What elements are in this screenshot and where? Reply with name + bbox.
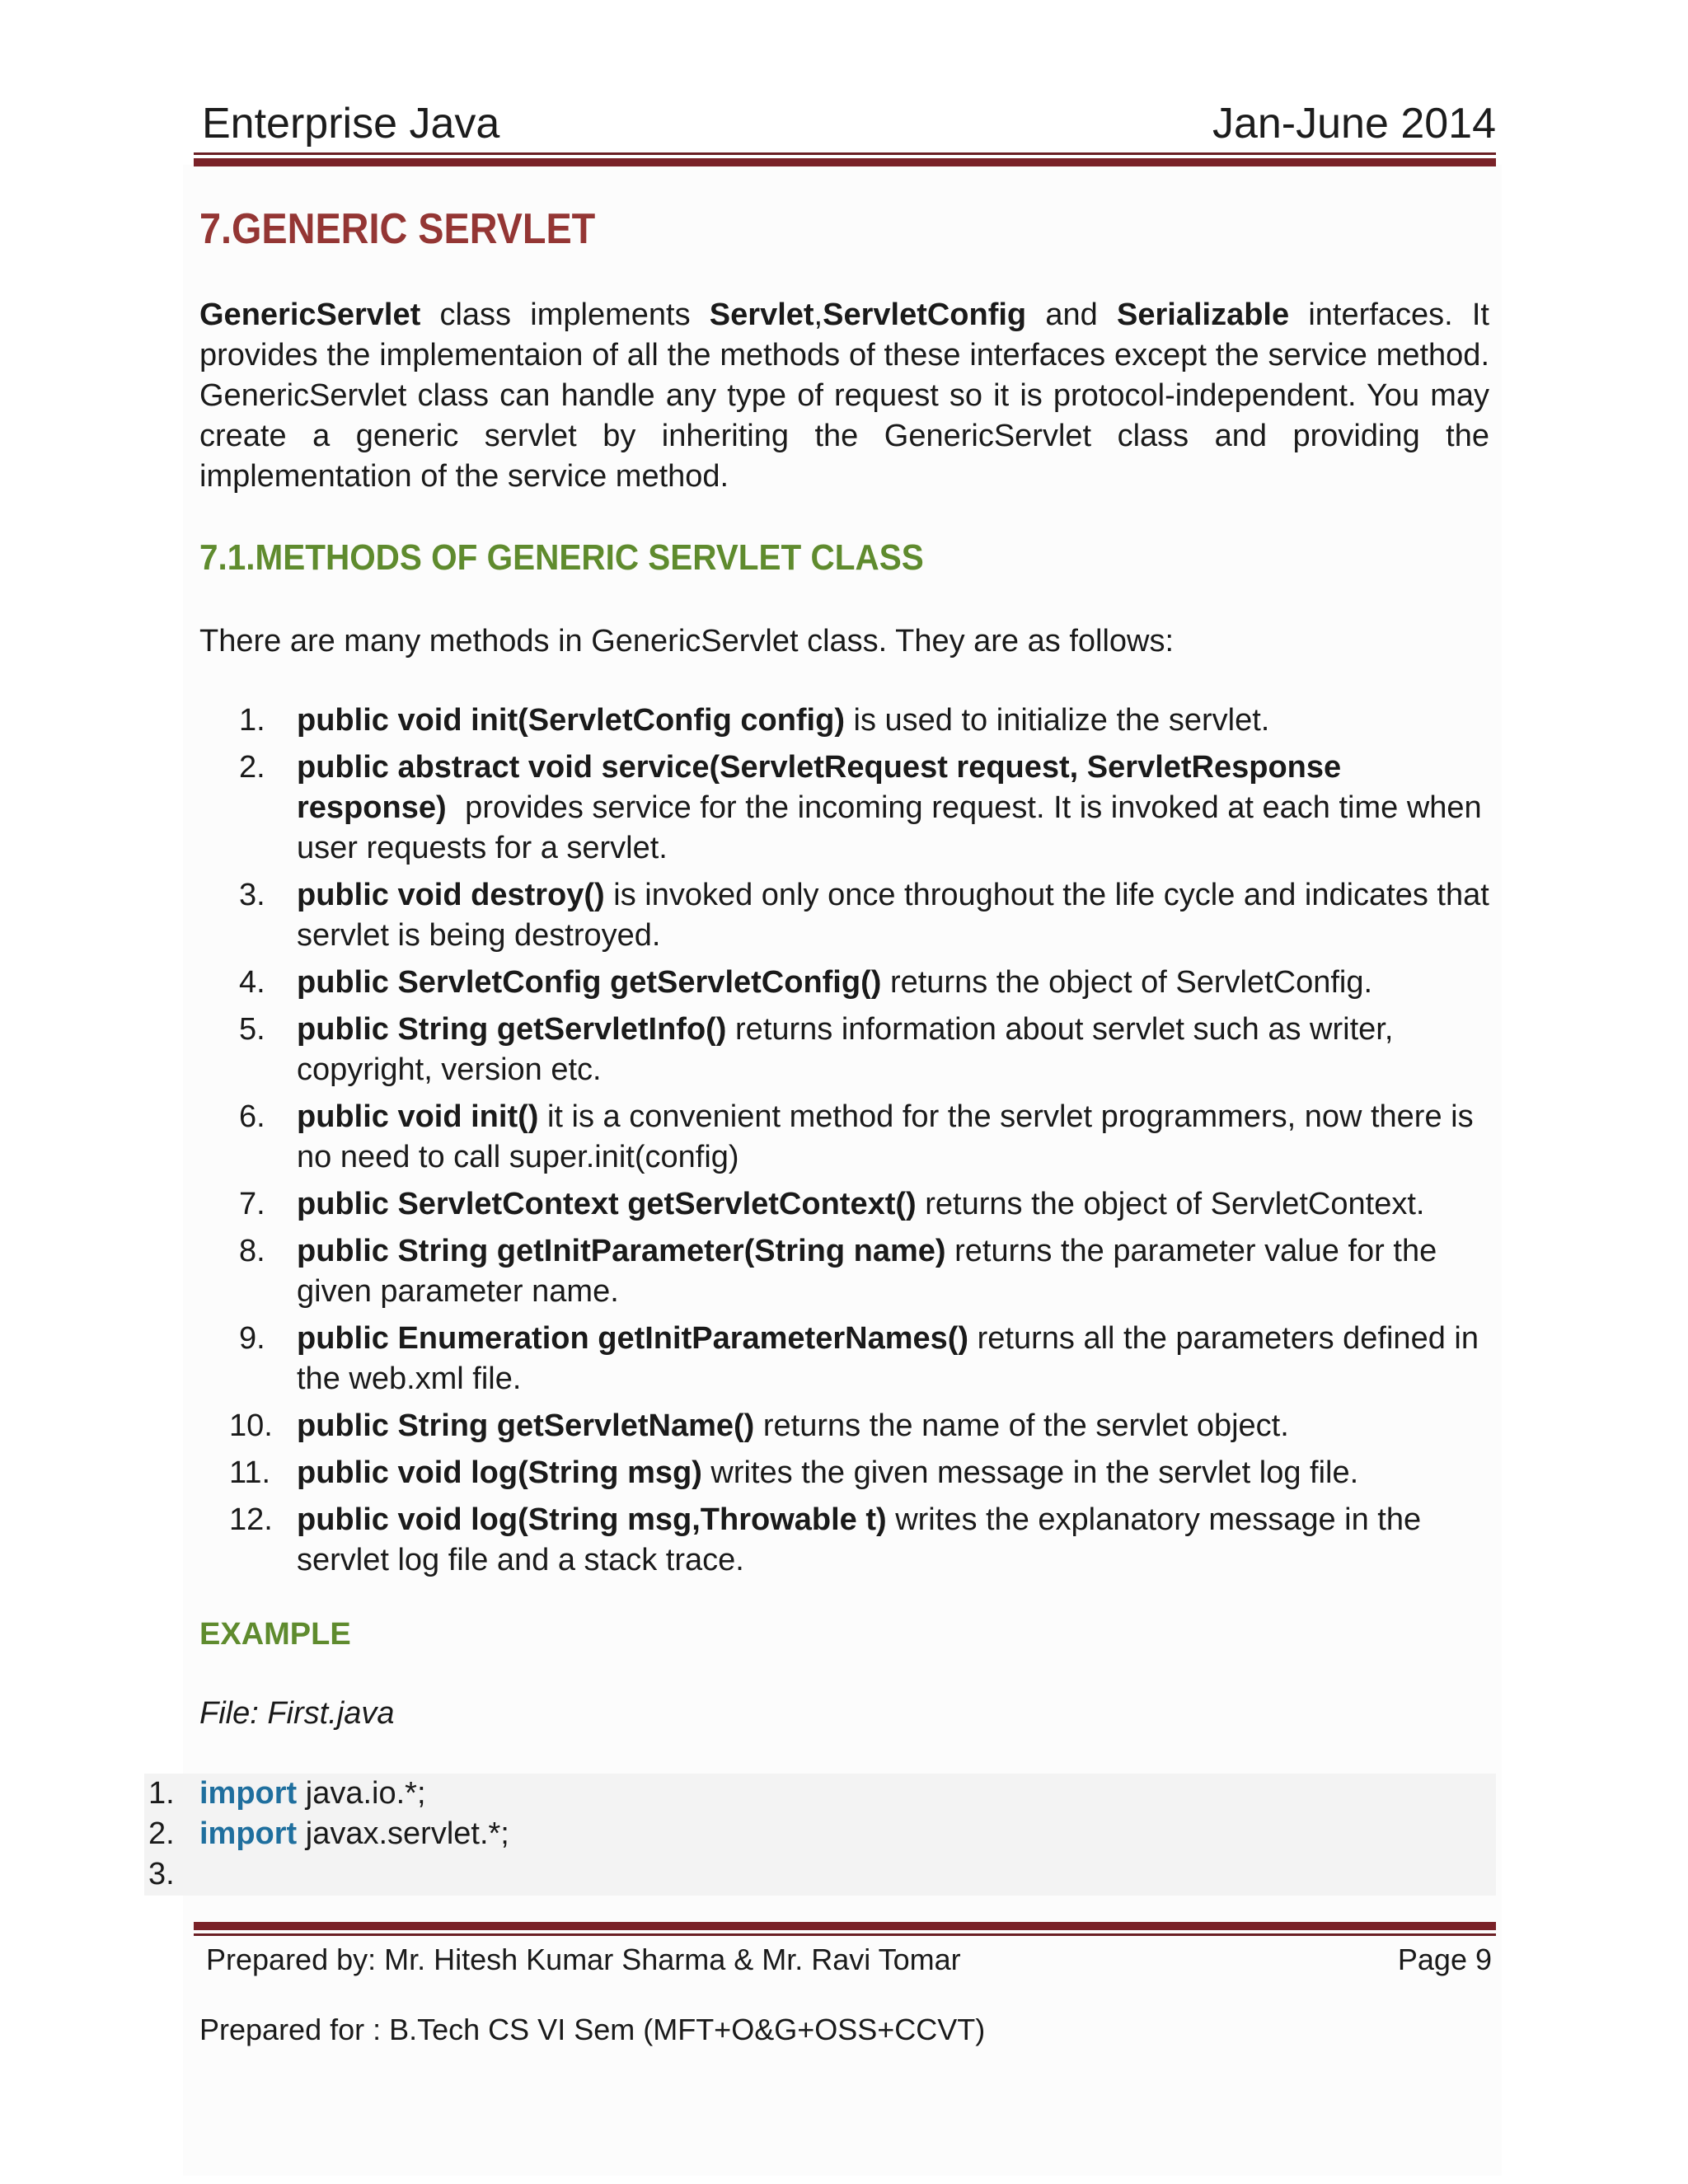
para-text-2: , xyxy=(814,298,823,332)
code-source xyxy=(199,1774,426,1814)
footer-prepared-by: Prepared by: Mr. Hitesh Kumar Sharma & Mr. Ravi Tomar xyxy=(206,1943,961,1976)
list-item-number: 2. xyxy=(239,750,265,785)
list-item xyxy=(239,1097,1500,1178)
subsection-intro: There are many methods in GenericServlet class. They are as follows: xyxy=(199,624,1175,658)
code-line-number: 2. xyxy=(148,1816,175,1851)
footer-prepared-for: Prepared for : B.Tech CS VI Sem (MFT+O&G+OSS+CCVT) xyxy=(199,2013,986,2046)
method-description: writes the given message in the servlet log file. xyxy=(701,1455,1359,1490)
list-item xyxy=(239,1010,1500,1090)
method-description: returns information about servlet such as writer, copyright, version etc. xyxy=(297,1012,1394,1087)
method-signature: public void destroy() xyxy=(297,878,605,912)
para-bold-2: Servlet xyxy=(709,298,814,332)
list-item xyxy=(239,875,1500,956)
method-signature: public void log(String msg,Throwable t) xyxy=(297,1502,887,1537)
list-item-number: 10. xyxy=(229,1408,273,1443)
code-line-number: 3. xyxy=(148,1857,175,1891)
list-item-number: 8. xyxy=(239,1234,265,1268)
method-signature: public String getInitParameter(String name) xyxy=(297,1234,946,1268)
list-item xyxy=(229,1406,1500,1446)
code-line xyxy=(144,1854,1496,1895)
para-bold-3: ServletConfig xyxy=(823,298,1027,332)
method-signature: public void init(ServletConfig config) xyxy=(297,703,845,738)
para-text-3: and xyxy=(1026,298,1117,332)
code-line xyxy=(144,1814,1496,1854)
footer-rule xyxy=(194,1922,1496,1936)
code-line-number: 1. xyxy=(148,1776,175,1811)
para-text-4: interfaces. It provides the implementaion of all the methods of these interfaces except the service method. GenericServlet class can handle any type of request so it is protocol-independent. You may create a generic servlet by inheriting the GenericServlet class and providing the implementation of the service method. xyxy=(199,298,1489,494)
method-signature: public String getServletName() xyxy=(297,1408,755,1443)
list-item-number: 6. xyxy=(239,1099,265,1134)
list-item xyxy=(239,1231,1500,1312)
list-item-number: 11. xyxy=(229,1455,271,1490)
code-keyword: import xyxy=(199,1776,298,1811)
list-item xyxy=(229,1500,1500,1581)
para-bold-1: GenericServlet xyxy=(199,298,421,332)
method-description: returns the name of the servlet object. xyxy=(754,1408,1289,1443)
code-line xyxy=(144,1774,1496,1814)
list-item-number: 9. xyxy=(239,1321,265,1356)
code-text: java.io.*; xyxy=(297,1776,426,1811)
methods-list xyxy=(229,701,1500,1587)
subsection-title: 7.1.METHODS OF GENERIC SERVLET CLASS xyxy=(199,537,924,578)
section-paragraph xyxy=(199,295,1489,497)
page-footer xyxy=(206,1943,1492,1977)
method-description: returns the object of ServletContext. xyxy=(916,1187,1425,1221)
list-item-number: 12. xyxy=(229,1502,273,1537)
list-item xyxy=(239,701,1500,741)
list-item xyxy=(239,1184,1500,1225)
method-description: is used to initialize the servlet. xyxy=(844,703,1270,738)
code-keyword: import xyxy=(199,1816,298,1851)
list-item-number: 1. xyxy=(239,703,265,738)
list-item xyxy=(239,1319,1500,1399)
method-description: writes the explanatory message in the servlet log file and a stack trace. xyxy=(297,1502,1422,1577)
list-item-number: 5. xyxy=(239,1012,265,1047)
example-heading: EXAMPLE xyxy=(199,1617,351,1652)
method-signature: public abstract void service(ServletRequest request, ServletResponse response) xyxy=(297,750,1342,825)
page-number: Page 9 xyxy=(1397,1943,1492,1976)
header-rule xyxy=(194,152,1496,166)
para-text-1: class implements xyxy=(420,298,710,332)
code-block xyxy=(144,1774,1496,1896)
code-source xyxy=(199,1814,509,1854)
list-item-number: 7. xyxy=(239,1187,265,1221)
list-item xyxy=(229,1453,1500,1493)
list-item xyxy=(239,963,1500,1003)
header-date: Jan-June 2014 xyxy=(1212,100,1496,148)
method-signature: public ServletContext getServletContext() xyxy=(297,1187,917,1221)
list-item-number: 3. xyxy=(239,878,265,912)
code-text: javax.servlet.*; xyxy=(297,1816,509,1851)
method-description: provides service for the incoming request. It is invoked at each time when user requests for a servlet. xyxy=(297,790,1482,865)
para-bold-4: Serializable xyxy=(1117,298,1290,332)
page-header xyxy=(202,99,1496,148)
method-signature: public ServletConfig getServletConfig() xyxy=(297,965,882,1000)
example-filename: File: First.java xyxy=(199,1696,395,1731)
list-item xyxy=(239,748,1500,869)
method-description: returns all the parameters defined in the web.xml file. xyxy=(297,1321,1479,1396)
method-description: it is a convenient method for the servlet programmers, now there is no need to call super.init(config) xyxy=(297,1099,1474,1174)
method-signature: public Enumeration getInitParameterNames() xyxy=(297,1321,969,1356)
method-description: returns the parameter value for the given parameter name. xyxy=(297,1234,1437,1309)
method-signature: public void init() xyxy=(297,1099,539,1134)
method-description: is invoked only once throughout the life cycle and indicates that servlet is being destroyed. xyxy=(297,878,1489,953)
list-item-number: 4. xyxy=(239,965,265,1000)
section-title: 7.GENERIC SERVLET xyxy=(199,205,596,253)
method-description: returns the object of ServletConfig. xyxy=(881,965,1373,1000)
method-signature: public String getServletInfo() xyxy=(297,1012,727,1047)
header-title: Enterprise Java xyxy=(202,100,500,148)
method-signature: public void log(String msg) xyxy=(297,1455,702,1490)
